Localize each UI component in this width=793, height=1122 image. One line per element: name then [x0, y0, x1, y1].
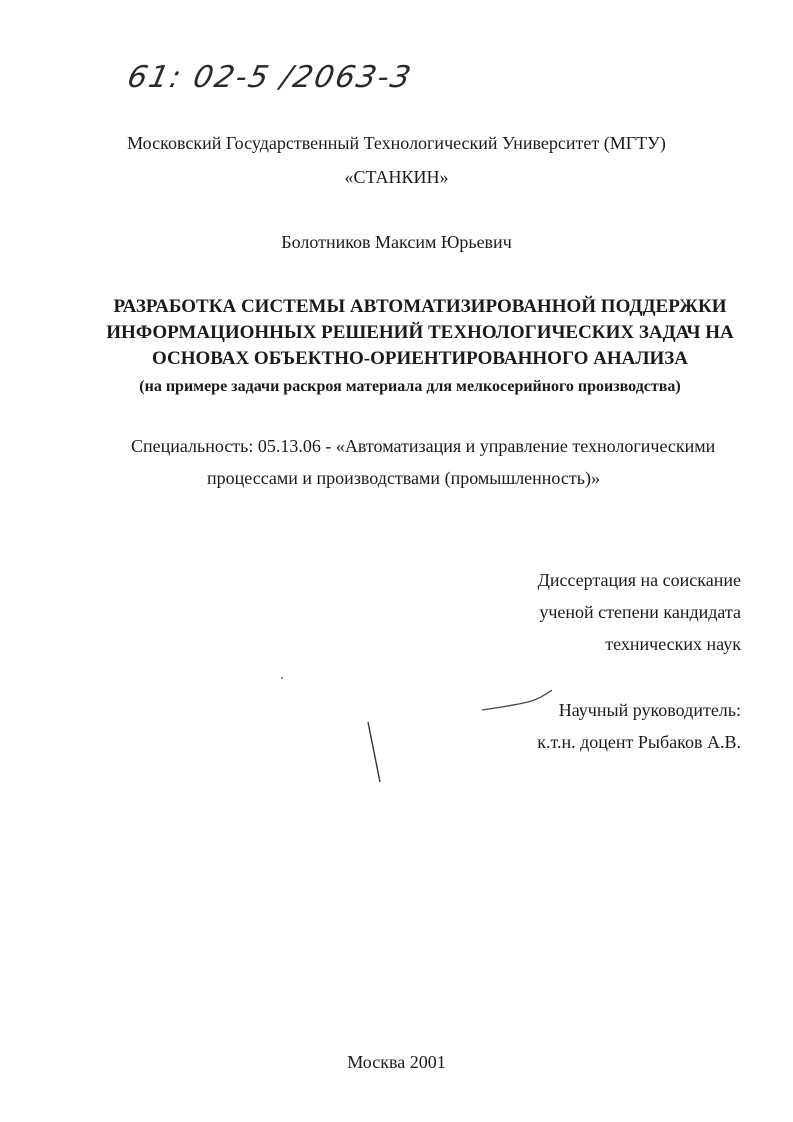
title-line-1: РАЗРАБОТКА СИСТЕМЫ АВТОМАТИЗИРОВАННОЙ ПОДДЕРЖКИ: [113, 296, 727, 317]
supervisor-name: к.т.н. доцент Рыбаков А.В.: [537, 732, 741, 752]
supervisor-label: Научный руководитель:: [558, 700, 741, 720]
university-short-name: «СТАНКИН»: [344, 167, 449, 187]
title-line-3: ОСНОВАХ ОБЪЕКТНО-ОРИЕНТИРОВАННОГО АНАЛИЗА: [151, 348, 689, 369]
title-line-2: ИНФОРМАЦИОННЫХ РЕШЕНИЙ ТЕХНОЛОГИЧЕСКИХ ЗАДАЧ НА: [106, 322, 734, 343]
specialty-line-2: процессами и производствами (промышленность)»: [207, 468, 600, 488]
specialty-line-1: Специальность: 05.13.06 - «Автоматизация и управление технологическими: [131, 436, 716, 456]
signature-stroke: [482, 690, 552, 710]
thesis-subtitle: (на примере задачи раскроя материала для мелкосерийного производства): [139, 378, 681, 395]
pen-stroke-vertical: [368, 722, 380, 782]
author-name: Болотников Максим Юрьевич: [281, 232, 512, 252]
dissertation-line-2: ученой степени кандидата: [539, 602, 741, 622]
thesis-title: [60, 294, 780, 372]
university-name: Московский Государственный Технологический Университет (МГТУ): [127, 133, 666, 153]
handwritten-code: 61: 02-5 /2063-3: [124, 60, 416, 95]
dissertation-line-3: технических наук: [605, 634, 741, 654]
dissertation-line-1: Диссертация на соискание: [537, 570, 741, 590]
city-year: Москва 2001: [347, 1052, 446, 1072]
ink-dot: [281, 677, 283, 679]
